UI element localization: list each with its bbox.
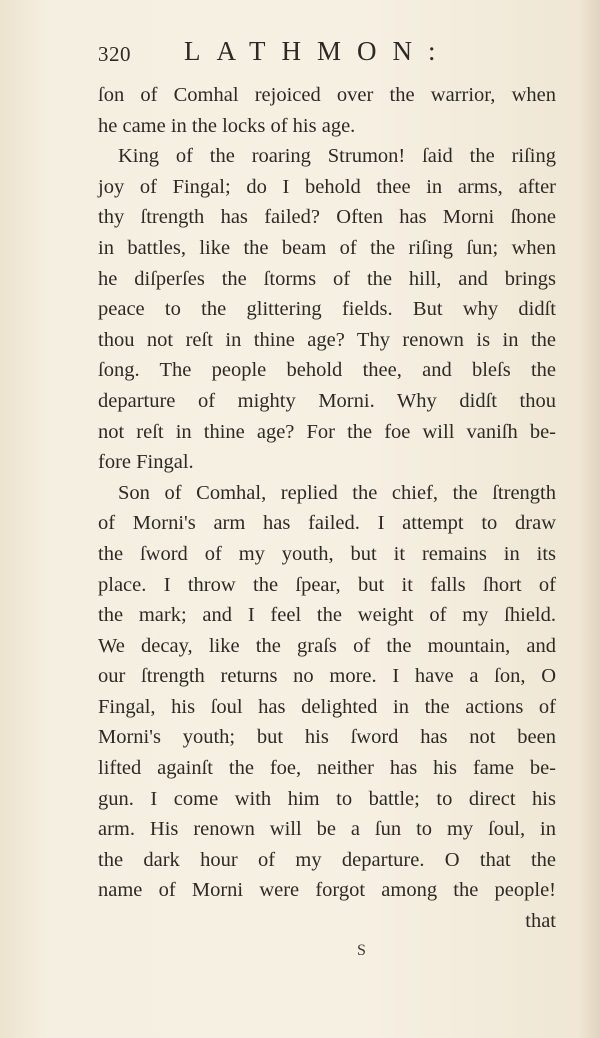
text-line: that [525,910,556,933]
text-line: of Morni's arm has failed. I attempt to draw [98,512,556,535]
text-line: King of the roaring Strumon! ſaid the riſing [118,145,556,168]
text-line: in battles, like the beam of the riſing ſun; when [98,236,556,259]
text-line: joy of Fingal; do I behold thee in arms, after [98,175,556,198]
page-header [98,36,538,76]
text-line: thou not reſt in thine age? Thy renown is in the [98,328,556,351]
text-line: arm. His renown will be a ſun to my ſoul, in [98,818,556,841]
text-line: the ſword of my youth, but it remains in its [98,542,556,565]
text-line: not reſt in thine age? For the foe will vaniſh be- [98,420,556,443]
page-number: 320 [98,42,131,66]
text-line: he came in the locks of his age. [98,114,356,137]
text-line: name of Morni were forgot among the people! [98,879,556,902]
text-line: departure of mighty Morni. Why didſt thou [98,389,556,412]
text-line: gun. I come with him to battle; to direct his [98,787,556,810]
text-line: lifted againſt the foe, neither has his fame be- [98,757,556,780]
page-edge-shadow [578,0,600,1038]
text-line: he diſperſes the ſtorms of the hill, and brings [98,267,556,290]
text-line: Fingal, his ſoul has delighted in the actions of [98,695,556,718]
signature-mark: S [357,942,366,959]
text-line: place. I throw the ſpear, but it falls ſhort of [98,573,556,596]
text-line: peace to the glittering fields. But why didſt [98,298,556,321]
text-line: our ſtrength returns no more. I have a ſon, O [98,665,556,688]
text-line: thy ſtrength has failed? Often has Morni ſhone [98,206,556,229]
text-line: the dark hour of my departure. O that the [98,848,556,871]
text-line: ſon of Comhal rejoiced over the warrior, when [98,84,556,106]
text-line: We decay, like the graſs of the mountain, and [98,634,556,657]
text-line: the mark; and I feel the weight of my ſhield. [98,604,556,627]
text-line: Son of Comhal, replied the chief, the ſtrength [118,481,556,504]
text-line: ſong. The people behold thee, and bleſs the [98,359,556,382]
text-line: fore Fingal. [98,451,194,474]
running-title: LATHMON: [184,36,452,66]
body-text [98,80,556,937]
text-line: Morni's youth; but his ſword has not been [98,726,556,749]
